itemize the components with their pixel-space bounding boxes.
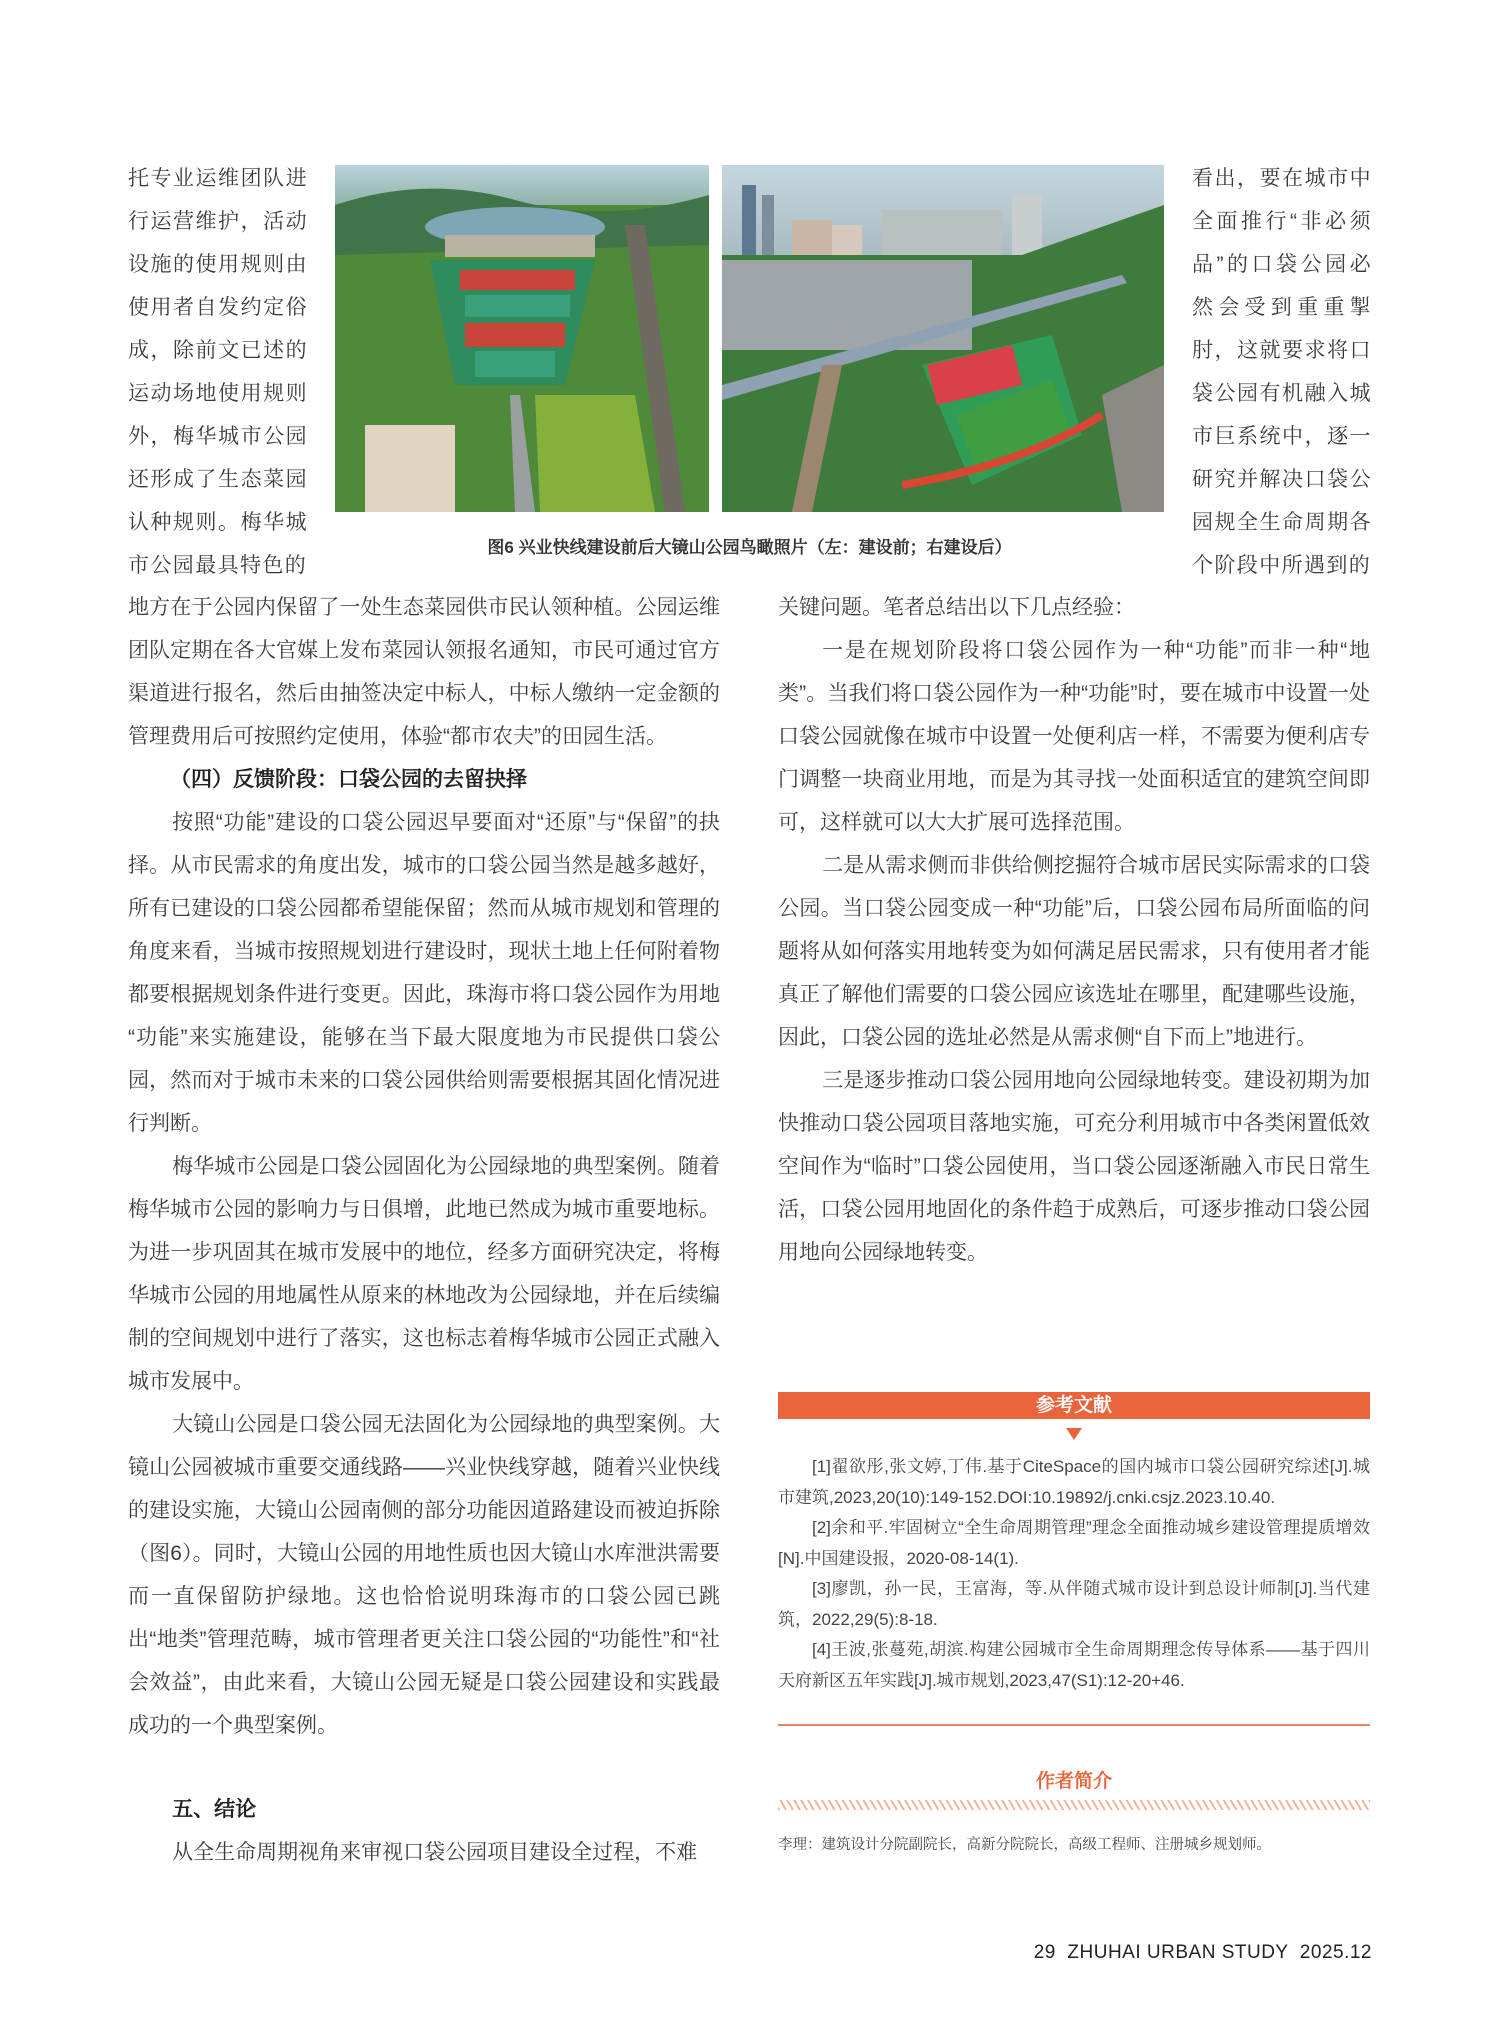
- figure-caption: 图6 兴业快线建设前后大镜山公园鸟瞰照片（左：建设前；右建设后）: [487, 538, 1012, 557]
- paragraph: 梅华城市公园是口袋公园固化为公园绿地的典型案例。随着梅华城市公园的影响力与日俱增，此地已然成为城市重要地标。为进一步巩固其在城市发展中的地位，经多方面研究决定，将梅华城市公园的用地属性从原来的林地改为公园绿地，并在后续编制的空间规划中进行了落实，这也标志着梅华城市公园正式融入城市发展中。: [128, 1155, 720, 1393]
- left-column: [128, 586, 720, 1874]
- reference-item: [4]王波,张蔓苑,胡滨.构建公园城市全生命周期理念传导体系——基于四川天府新区五年实践[J].城市规划,2023,47(S1):12-20+46.: [778, 1640, 1370, 1690]
- divider: [778, 1724, 1370, 1726]
- paragraph: 一是在规划阶段将口袋公园作为一种“功能”而非一种“地类”。当我们将口袋公园作为一种“功能”时，要在城市中设置一处口袋公园就像在城市中设置一处便利店一样，不需要为便利店专门调整一块商业用地，而是为其寻找一处面积适宜的建筑空间即可，这样就可以大大扩展可选择范围。: [778, 639, 1370, 834]
- author-title: 作者简介: [1035, 1771, 1112, 1792]
- references-list: [778, 1452, 1370, 1696]
- photo-after-construction: [722, 165, 1164, 512]
- reference-item: [3]廖凯，孙一民，王富海，等.从伴随式城市设计到总设计师制[J].当代建筑，2022,29(5):8-18.: [778, 1579, 1370, 1629]
- paragraph: 地方在于公园内保留了一处生态菜园供市民认领种植。公园运维团队定期在各大官媒上发布菜园认领报名通知，市民可通过官方渠道进行报名，然后由抽签决定中标人，中标人缴纳一定金额的管理费用后可按照约定使用，体验“都市农夫”的田园生活。: [128, 596, 720, 748]
- author-bio: 李理：建筑设计分院副院长，高新分院院长，高级工程师、注册城乡规划师。: [778, 1837, 1271, 1853]
- section-heading-4: （四）反馈阶段：口袋公园的去留抉择: [170, 768, 527, 791]
- page-footer: 29 ZHUHAI URBAN STUDY 2025.12: [1033, 1942, 1372, 1963]
- paragraph: 大镜山公园是口袋公园无法固化为公园绿地的典型案例。大镜山公园被城市重要交通线路——兴业快线穿越，随着兴业快线的建设实施，大镜山公园南侧的部分功能因道路建设而被迫拆除（图6）。同时，大镜山公园的用地性质也因大镜山水库泄洪需要而一直保留防护绿地。这也恰恰说明珠海市的口袋公园已跳出“地类”管理范畴，城市管理者更关注口袋公园的“功能性”和“社会效益”，由此来看，大镜山公园无疑是口袋公园建设和实践最成功的一个典型案例。: [128, 1413, 720, 1737]
- section-heading-5: 五、结论: [172, 1798, 257, 1821]
- paragraph: 三是逐步推动口袋公园用地向公园绿地转变。建设初期为加快推动口袋公园项目落地实施，可充分利用城市中各类闲置低效空间作为“临时”口袋公园使用，当口袋公园逐渐融入市民日常生活，口袋公园用地固化的条件趋于成熟后，可逐步推动口袋公园用地向公园绿地转变。: [778, 1069, 1370, 1264]
- photo-before-construction: [335, 165, 709, 512]
- paragraph: 从全生命周期视角来审视口袋公园项目建设全过程，不难: [172, 1841, 698, 1864]
- paragraph: 按照“功能”建设的口袋公园迟早要面对“还原”与“保留”的抉择。从市民需求的角度出发，城市的口袋公园当然是越多越好，所有已建设的口袋公园都希望能保留；然而从城市规划和管理的角度来看，当城市按照规划进行建设时，现状土地上任何附着物都要根据规划条件进行变更。因此，珠海市将口袋公园作为用地 “功能”来实施建设，能够在当下最大限度地为市民提供口袋公园，然而对于城市未来的口袋公园供给则需要根据其固化情况进行判断。: [128, 811, 720, 1135]
- narrow-left-text: 托专业运维团队进行运营维护，活动设施的使用规则由使用者自发约定俗成，除前文已述的运动场地使用规则外，梅华城市公园还形成了生态菜园认种规则。梅华城市公园最具特色的: [128, 167, 308, 577]
- triangle-down-icon: [1066, 1428, 1082, 1440]
- right-column: [778, 586, 1370, 1274]
- paragraph: 关键问题。笔者总结出以下几点经验：: [778, 596, 1135, 619]
- reference-item: [1]翟欲彤,张文婷,丁伟.基于CiteSpace的国内城市口袋公园研究综述[J].城市建筑,2023,20(10):149-152.DOI:10.19892/j.cnki.csjz.2023.10.40.: [778, 1457, 1370, 1507]
- narrow-right-text: 看出，要在城市中全面推行“非必须品”的口袋公园必然会受到重重掣肘，这就要求将口袋公园有机融入城市巨系统中，逐一研究并解决口袋公园规全生命周期各个阶段中所遇到的: [1192, 167, 1372, 577]
- hatch-divider: [778, 1800, 1370, 1810]
- paragraph: 二是从需求侧而非供给侧挖掘符合城市居民实际需求的口袋公园。当口袋公园变成一种“功能”后，口袋公园布局所面临的问题将从如何落实用地转变为如何满足居民需求，只有使用者才能真正了解他们需要的口袋公园应该选址在哪里，配建哪些设施，因此，口袋公园的选址必然是从需求侧“自下而上”地进行。: [778, 854, 1370, 1049]
- reference-item: [2]余和平.牢固树立“全生命周期管理”理念全面推动城乡建设管理提质增效[N].中国建设报，2020-08-14(1).: [778, 1518, 1370, 1568]
- references-title: 参考文献: [778, 1392, 1370, 1419]
